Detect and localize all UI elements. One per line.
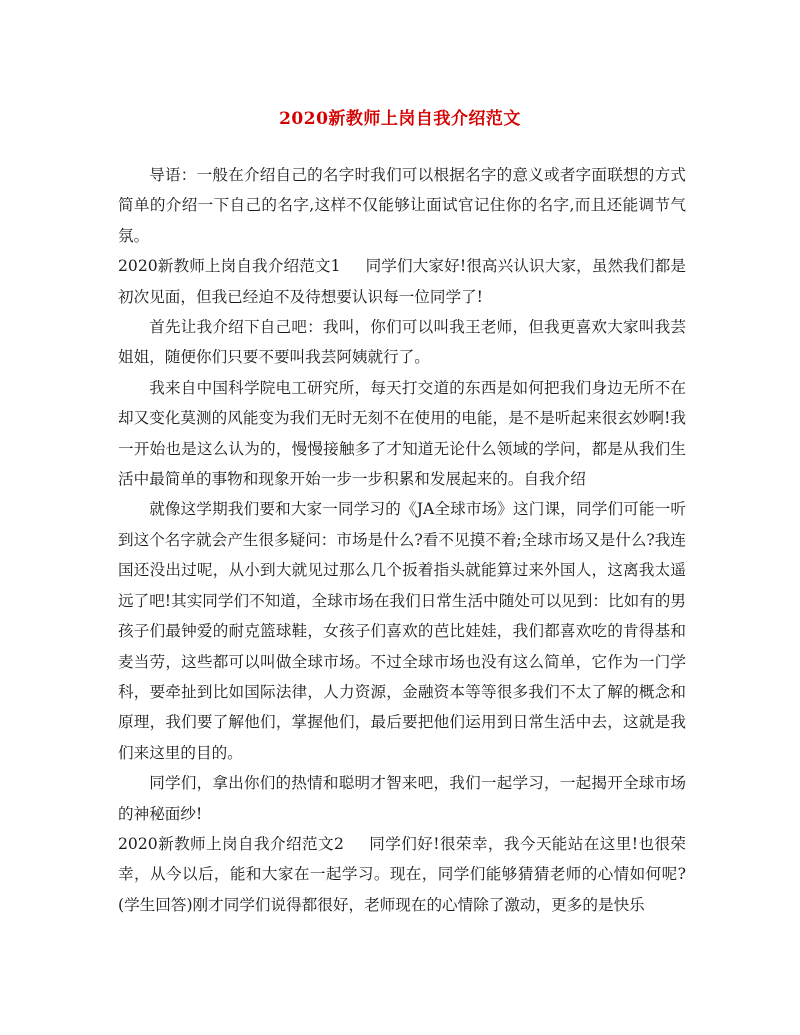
paragraph-section-2-start [118,829,686,920]
paragraph-course: 就像这学期我们要和大家一同学习的《JA全球市场》这门课，同学们可能一听到这个名字就会产生很多疑问：市场是什么?看不见摸不着;全球市场又是什么?我连国还没出过呢，从小到大就见过那么几个扳着指头就能算过来外国人，这离我太遥远了吧!其实同学们不知道，全球市场在我们日常生活中随处可以见到：比如有的男孩子们最钟爱的耐克篮球鞋，女孩子们喜欢的芭比娃娃，我们都喜欢吃的肯得基和麦当劳，这些都可以叫做全球市场。不过全球市场也没有这么简单，它作为一门学科，要牵扯到比如国际法律，人力资源，金融资本等等很多我们不太了解的概念和原理，我们要了解他们，掌握他们，最后要把他们运用到日常生活中去，这就是我们来这里的目的。 [118,500,686,762]
paragraph-background: 我来自中国科学院电工研究所，每天打交道的东西是如何把我们身边无所不在却又变化莫测的风能变为我们无时无刻不在使用的电能，是不是听起来很玄妙啊!我一开始也是这么认为的，慢慢接触多了才知道无论什么领域的学问，都是从我们生活中最简单的事物和现象开始一步一步积累和发展起来的。自我介绍 [118,378,686,489]
paragraph-section-1-start [118,251,686,312]
section-heading-1: 2020新教师上岗自我介绍范文1 [118,257,341,276]
paragraph-intro: 导语：一般在介绍自己的名字时我们可以根据名字的意义或者字面联想的方式简单的介绍一下自己的名字,这样不仅能够让面试官记住你的名字,而且还能调节气氛。 [118,166,686,245]
document-title: 2020新教师上岗自我介绍范文 [279,109,521,129]
document-body [118,160,686,920]
section-heading-2: 2020新教师上岗自我介绍范文2 [118,834,344,853]
paragraph-text: 同学们好!很荣幸，我今天能站在这里!也很荣幸，从今以后，能和大家在一起学习。现在，同学们能够猜猜老师的心情如何呢?(学生回答)刚才同学们说得都很好，老师现在的心情除了激动，更多的是快乐 [118,834,686,914]
paragraph-text: 同学们大家好!很高兴认识大家，虽然我们都是初次见面，但我已经迫不及待想要认识每一位同学了! [118,257,686,306]
paragraph-closing: 同学们，拿出你们的热情和聪明才智来吧，我们一起学习，一起揭开全球市场的神秘面纱! [118,774,686,823]
paragraph-self-intro: 首先让我介绍下自己吧：我叫，你们可以叫我王老师，但我更喜欢大家叫我芸姐姐，随便你们只要不要叫我芸阿姨就行了。 [118,318,686,367]
